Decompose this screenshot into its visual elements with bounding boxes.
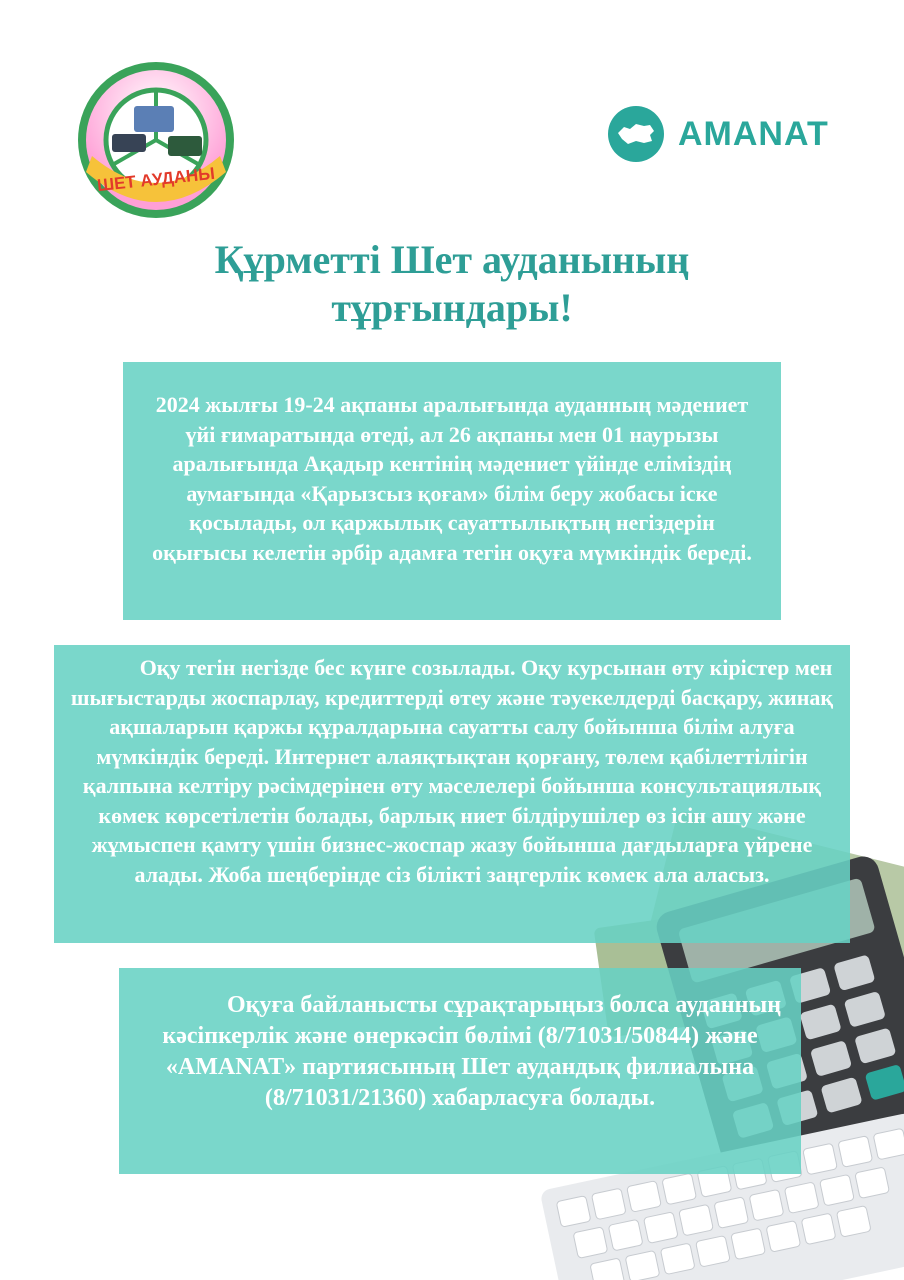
paragraph-course: Оқу тегін негізде бес күнге созылады. Оқу курсынан өту кірістер мен шығыстарды жоспарлау, кредиттерді өтеу және тәуекелдерді басқару, жинақ ақшаларын қаржы құралдарына сауатты салу бойынша білім алуға мүмкіндік береді. Интернет алаяқтықтан қорғану, төлем қабілеттілігін қалпына келтіру рәсімдерінен өту мәселелері бойынша консультациялық көмек көрсетілетін болады, барлық ниет білдірушілер өз ісін ашу және жұмыспен қамту үшін бизнес-жоспар жазу бойынша дағдыларға үйрене алады. Жоба шеңберінде сіз білікті заңгерлік көмек ала аласыз.	[70, 655, 834, 887]
amanat-wordmark: AMANAT	[678, 114, 829, 153]
info-card-contacts	[119, 968, 801, 1174]
shet-district-emblem	[76, 60, 236, 220]
emblem-icon	[76, 60, 236, 220]
title-line-2: тұрғындары!	[331, 285, 573, 330]
paragraph-contacts: Оқуға байланысты сұрақтарыңыз болса ауданның кәсіпкерлік және өнеркәсіп бөлімі (8/71031/50844) және «AMANAT» партиясының Шет аудандық филиалына (8/71031/21360) хабарласуға болады.	[162, 992, 782, 1111]
info-card-course	[54, 645, 850, 943]
amanat-logo	[608, 106, 848, 162]
emblem-caption: ШЕТ АУДАНЫ	[96, 163, 216, 196]
info-card-dates	[123, 362, 781, 620]
kazakhstan-map-icon	[608, 106, 664, 162]
page-title	[0, 236, 904, 332]
title-line-1: Құрметті Шет ауданының	[214, 237, 690, 282]
paragraph-dates: 2024 жылғы 19-24 ақпаны аралығында ауданның мәдениет үйі ғимаратында өтеді, ал 26 ақпаны мен 01 наурызы аралығында Ақадыр кентінің мәдениет үйінде еліміздің аумағында «Қарызсыз қоғам» білім беру жобасы іске қосылады, ол қаржылық сауаттылықтың негіздерін оқығысы келетін әрбір адамға тегін оқуға мүмкіндік береді.	[152, 392, 752, 565]
